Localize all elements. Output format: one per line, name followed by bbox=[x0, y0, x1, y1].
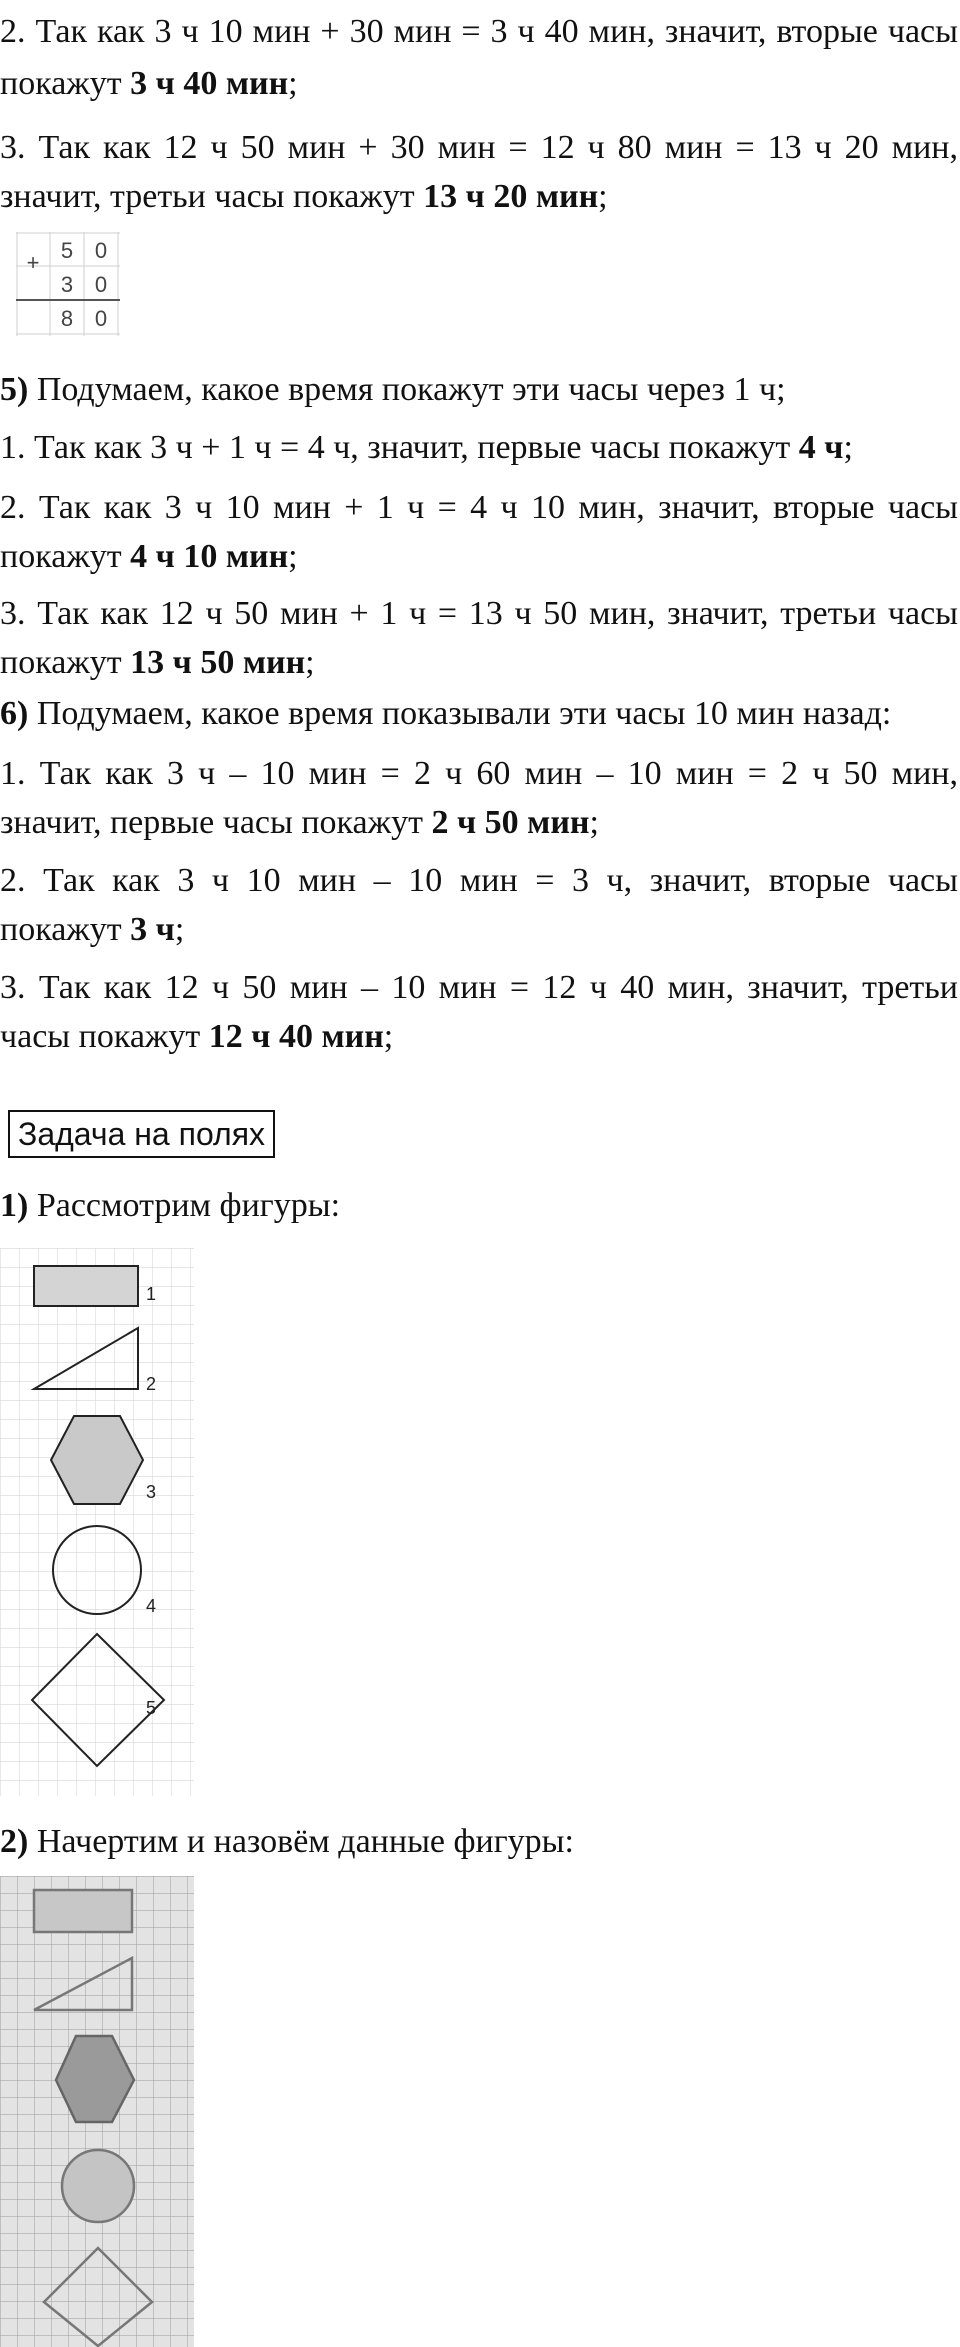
column-addition bbox=[16, 232, 120, 336]
figure-label-3: 3 bbox=[146, 1482, 157, 1502]
digit: 0 bbox=[94, 272, 108, 297]
paragraph-r2b: покажут 3 ч; bbox=[0, 911, 185, 948]
figures-grid-handdrawn bbox=[0, 1876, 194, 2347]
paragraph-r1b: значит, первые часы покажут 2 ч 50 мин; bbox=[0, 804, 599, 841]
task-step-2: 2) Начертим и назовём данные фигуры: bbox=[0, 1823, 574, 1860]
paragraph-r3a: 3. Так как 12 ч 50 мин – 10 мин = 12 ч 40 мин, значит, третьи bbox=[0, 969, 958, 1006]
paragraph-3a: 3. Так как 12 ч 50 мин + 30 мин = 12 ч 80 мин = 13 ч 20 мин, bbox=[0, 129, 958, 166]
answer-13h20: 13 ч 20 мин bbox=[423, 178, 599, 215]
figure-label-2: 2 bbox=[146, 1374, 157, 1394]
answer-3h: 3 ч bbox=[130, 911, 175, 948]
paragraph-2b: покажут 3 ч 40 мин; bbox=[0, 65, 298, 102]
paragraph-r1a: 1. Так как 3 ч – 10 мин = 2 ч 60 мин – 10 мин = 2 ч 50 мин, bbox=[0, 755, 958, 792]
paragraph-r3b: часы покажут 12 ч 40 мин; bbox=[0, 1018, 394, 1055]
answer-3h40: 3 ч 40 мин bbox=[130, 65, 289, 102]
section-6-heading: 6) Подумаем, какое время показывали эти часы 10 мин назад: bbox=[0, 695, 892, 732]
figures-grid-printed bbox=[0, 1248, 194, 1796]
answer-2h50: 2 ч 50 мин bbox=[431, 804, 590, 841]
task-title-box: Задача на полях bbox=[8, 1110, 275, 1158]
paragraph-q2a: 2. Так как 3 ч 10 мин + 1 ч = 4 ч 10 мин, значит, вторые часы bbox=[0, 489, 958, 526]
drawn-rectangle bbox=[34, 1890, 132, 1932]
paragraph-3b: значит, третьи часы покажут 13 ч 20 мин; bbox=[0, 178, 608, 215]
paragraph-r2a: 2. Так как 3 ч 10 мин – 10 мин = 3 ч, значит, вторые часы bbox=[0, 862, 958, 899]
digit: 0 bbox=[94, 306, 108, 331]
figure-label-5: 5 bbox=[146, 1698, 157, 1718]
paragraph-q3a: 3. Так как 12 ч 50 мин + 1 ч = 13 ч 50 мин, значит, третьи часы bbox=[0, 595, 958, 632]
figure-label-4: 4 bbox=[146, 1596, 157, 1616]
plus-sign: + bbox=[26, 250, 40, 275]
digit: 8 bbox=[60, 306, 74, 331]
answer-4h10: 4 ч 10 мин bbox=[130, 538, 289, 575]
rectangle-figure bbox=[34, 1266, 138, 1306]
paragraph-2a: 2. Так как 3 ч 10 мин + 30 мин = 3 ч 40 мин, значит, вторые часы bbox=[0, 13, 958, 50]
task-step-1: 1) Рассмотрим фигуры: bbox=[0, 1187, 341, 1224]
answer-12h40: 12 ч 40 мин bbox=[208, 1018, 384, 1055]
section-5-heading: 5) Подумаем, какое время покажут эти часы через 1 ч; bbox=[0, 371, 786, 408]
digit: 3 bbox=[60, 272, 74, 297]
digit: 5 bbox=[60, 238, 74, 263]
drawn-circle bbox=[62, 2150, 134, 2222]
answer-13h50: 13 ч 50 мин bbox=[130, 644, 306, 681]
answer-4h: 4 ч bbox=[798, 429, 844, 466]
paragraph-q3b: покажут 13 ч 50 мин; bbox=[0, 644, 315, 681]
digit: 0 bbox=[94, 238, 108, 263]
paragraph-q2b: покажут 4 ч 10 мин; bbox=[0, 538, 298, 575]
paragraph-q1: 1. Так как 3 ч + 1 ч = 4 ч, значит, первые часы покажут 4 ч; bbox=[0, 429, 853, 466]
figure-label-1: 1 bbox=[146, 1284, 157, 1304]
